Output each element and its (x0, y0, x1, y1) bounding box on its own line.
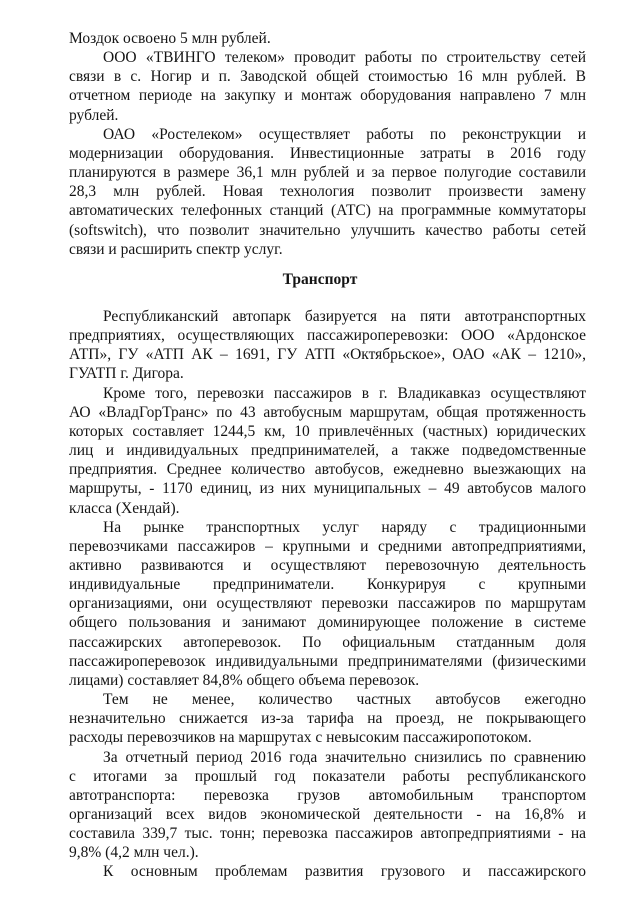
text-line: пассажироперевозок индивидуальными предпринимателями (физическими (69, 652, 586, 670)
text-line: активно развиваются и осуществляют перевозочную деятельность (69, 557, 586, 574)
text-line: модернизации оборудования. Инвестиционные затраты в 2016 году (69, 144, 586, 162)
text-line: организаций всех видов экономической деятельности - на 16,8% и (69, 805, 586, 823)
text-line: За отчетный период 2016 года значительно снизились по сравнению (103, 748, 586, 766)
text-line: предприятиях, осуществляющих пассажироперевозки: ООО «Ардонское (69, 327, 586, 345)
text-line: 28,3 млн рублей. Новая технология позволит произвести замену (69, 183, 586, 201)
text-line: лицами) составляет 84,8% общего объема перевозок. (69, 671, 420, 689)
text-line: перевозчиками пассажиров – крупными и средними автопредприятиями, (69, 537, 586, 555)
text-line: предприятия. Среднее количество автобусов, ежедневно выезжающих на (69, 461, 586, 479)
text-line: отчетном периоде на закупку и монтаж оборудования направлено 7 млн (69, 87, 586, 105)
text-line: АО «ВладГорТранс» по 43 автобусным маршрутам, общая протяженность (69, 403, 586, 421)
text-line: Кроме того, перевозки пассажиров в г. Владикавказ осуществляют (103, 384, 586, 402)
text-line: организациями, они осуществляют перевозки пассажиров по маршрутам (69, 595, 586, 613)
text-line: незначительно снижается из-за тарифа на проезд, не покрывающего (69, 710, 586, 728)
text-line: расходы перевозчиков на маршрутах с невысоким пассажиропотоком. (69, 729, 532, 747)
text-line: ГУАТП г. Дигора. (69, 365, 184, 383)
text-line: пассажирских автоперевозок. По официальным статданным доля (69, 633, 586, 651)
text-line: которых составляет 1244,5 км, 10 привлечённых (частных) юридических (69, 422, 586, 440)
text-line: автоматических телефонных станций (АТС) на программные коммутаторы (69, 202, 586, 220)
text-line: АТП», ГУ «АТП АК – 1691, ГУ АТП «Октябрьское», ОАО «АК – 1210», (69, 346, 586, 364)
text-line: лиц и индивидуальных предпринимателей, а также подведомственные (69, 442, 586, 459)
text-line: 9,8% (4,2 млн чел.). (69, 844, 199, 862)
text-line: связи и расширить спектр услуг. (69, 240, 283, 258)
text-line: планируются в размере 36,1 млн рублей и за первое полугодие составили (69, 164, 586, 181)
text-line: с итогами за прошлый год показатели работы республиканского (69, 767, 586, 785)
text-line: общего пользования и занимают доминирующее положение в системе (69, 614, 586, 632)
text-line: ОАО «Ростелеком» осуществляет работы по реконструкции и (103, 125, 586, 143)
text-line: Моздок освоено 5 млн рублей. (69, 30, 271, 47)
text-line: рублей. (69, 106, 119, 124)
text-line: индивидуальные предприниматели. Конкурируя с крупными (69, 576, 586, 594)
text-line: класса (Хендай). (69, 499, 180, 517)
text-line: Республиканский автопарк базируется на пяти автотранспортных (103, 308, 586, 325)
text-line: маршруты, - 1170 единиц, из них муниципальных – 49 автобусов малого (69, 480, 586, 498)
text-line: (softswitch), что позволит значительно улучшить качество работы сетей (69, 221, 586, 239)
text-line: связи в с. Ногир и п. Заводской общей стоимостью 16 млн рублей. В (69, 68, 586, 86)
text-line: К основным проблемам развития грузового и пассажирского (103, 863, 586, 881)
text-line: автотранспорта: перевозка грузов автомобильным транспортом (69, 786, 586, 804)
section-heading-transport: Транспорт (282, 271, 358, 288)
text-line: Тем не менее, количество частных автобусов ежегодно (103, 691, 586, 708)
text-line: ООО «ТВИНГО телеком» проводит работы по строительству сетей (103, 49, 586, 67)
text-line: составила 339,7 тыс. тонн; перевозка пассажиров автопредприятиями - на (69, 825, 586, 842)
text-line: На рынке транспортных услуг наряду с традиционными (103, 518, 586, 536)
